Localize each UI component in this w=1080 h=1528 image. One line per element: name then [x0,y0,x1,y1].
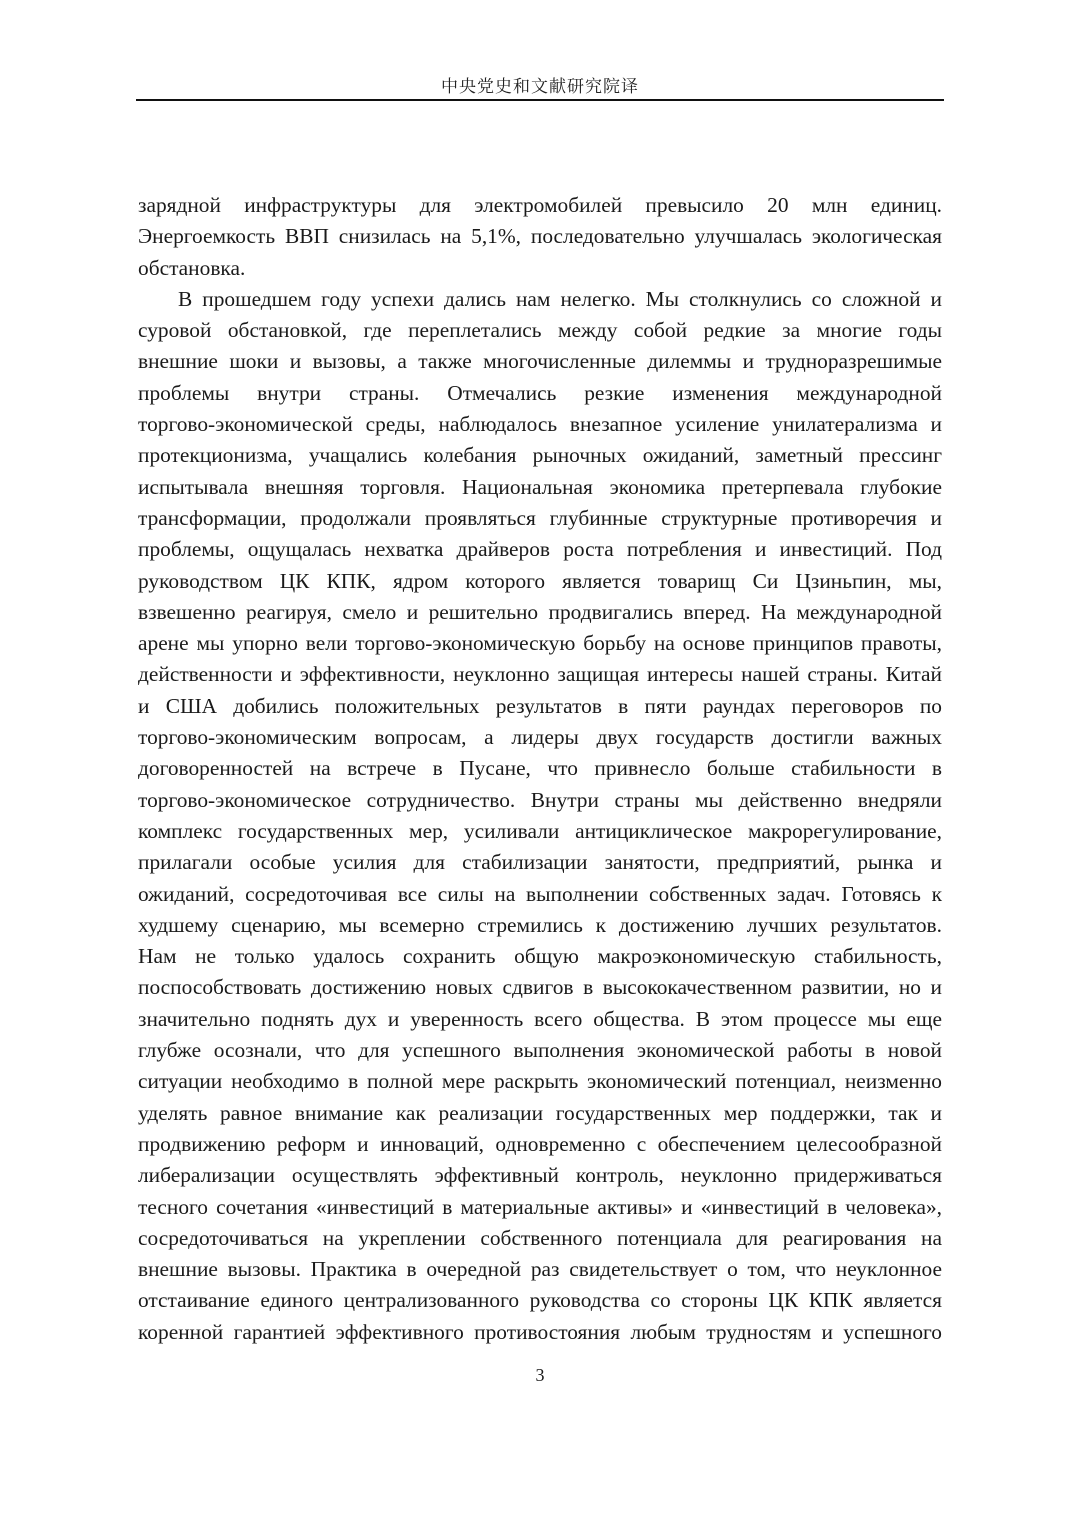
text-line: зарядной инфраструктуры для электромобилей превысило 20 млн единиц. [138,193,942,217]
text-line: внешние шоки и вызовы, а также многочисленные дилеммы и трудноразрешимые [138,349,942,374]
text-line: Энергоемкость ВВП снизилась на 5,1%, последовательно улучшалась экологическая [138,224,942,249]
text-line: действенности и эффективности, неуклонно защищая интересы нашей страны. Китай [138,662,942,687]
text-line: арене мы упорно вели торгово-экономическую борьбу на основе принципов правоты, [138,631,942,656]
text-line: и США добились положительных результатов в пяти раундах переговоров по [138,693,942,718]
text-line: торгово-экономическим вопросам, а лидеры двух государств достигли важных [138,725,942,750]
text-line: глубже осознали, что для успешного выполнения экономической работы в новой [138,1038,942,1063]
text-line: сосредоточиваться на укреплении собственного потенциала для реагирования на [138,1225,942,1250]
text-line: внешние вызовы. Практика в очередной раз свидетельствует о том, что неуклонное [138,1257,942,1282]
page-header-title: 中央党史和文献研究院译 [441,77,639,96]
text-line: комплекс государственных мер, усиливали антициклическое макрорегулирование, [138,818,942,843]
text-line: либерализации осуществлять эффективный контроль, неуклонно придерживаться [138,1163,942,1188]
text-line: суровой обстановкой, где переплетались между собой редкие за многие годы [138,318,942,343]
text-line: ситуации необходимо в полной мере раскрыть экономический потенциал, неизменно [138,1069,942,1094]
text-line: тесного сочетания «инвестиций в материальные активы» и «инвестиций в человека», [138,1194,942,1219]
text-line: договоренностей на встрече в Пусане, что привнесло больше стабильности в [138,756,942,781]
text-line: торгово-экономическое сотрудничество. Внутри страны мы действенно внедряли [138,787,942,812]
text-line: значительно поднять дух и уверенность всего общества. В этом процессе мы еще [138,1006,942,1031]
text-line: поспособствовать достижению новых сдвигов в высококачественном развитии, но и [138,975,942,1000]
text-line: руководством ЦК КПК, ядром которого является товарищ Си Цзиньпин, мы, [138,568,942,593]
text-line: отстаивание единого централизованного руководства со стороны ЦК КПК является [138,1288,942,1313]
header-divider [136,99,944,101]
text-line: проблемы, ощущалась нехватка драйверов роста потребления и инвестиций. Под [138,537,942,562]
text-line: худшему сценарию, мы всемерно стремились к достижению лучших результатов. [138,912,942,937]
text-line: испытывала внешняя торговля. Национальная экономика претерпевала глубокие [138,474,942,499]
text-line: трансформации, продолжали проявляться глубинные структурные противоречия и [138,505,942,530]
text-line: продвижению реформ и инноваций, одновременно с обеспечением целесообразной [138,1131,942,1156]
text-line: уделять равное внимание как реализации государственных мер поддержки, так и [138,1100,942,1125]
text-line: ожиданий, сосредоточивая все силы на выполнении собственных задач. Готовясь к [138,881,942,906]
text-line: протекционизма, учащались колебания рыночных ожиданий, заметный прессинг [138,443,942,468]
text-line: взвешенно реагируя, смело и решительно продвигались вперед. На международной [138,599,942,624]
text-line: Нам не только удалось сохранить общую макроэкономическую стабильность, [138,944,942,969]
text-line: обстановка. [138,255,246,280]
text-line: торгово-экономической среды, наблюдалось внезапное усиление унилатерализма и [138,412,942,437]
text-line: проблемы внутри страны. Отмечались резкие изменения международной [138,380,942,405]
text-line: прилагали особые усилия для стабилизации занятости, предприятий, рынка и [138,850,942,875]
page-number: 3 [535,1365,545,1385]
paragraph-first-line: В прошедшем году успехи дались нам нелегко. Мы столкнулись со сложной и [178,286,942,311]
body-text [138,190,942,1348]
text-line: коренной гарантией эффективного противостояния любым трудностям и успешного [138,1319,942,1344]
